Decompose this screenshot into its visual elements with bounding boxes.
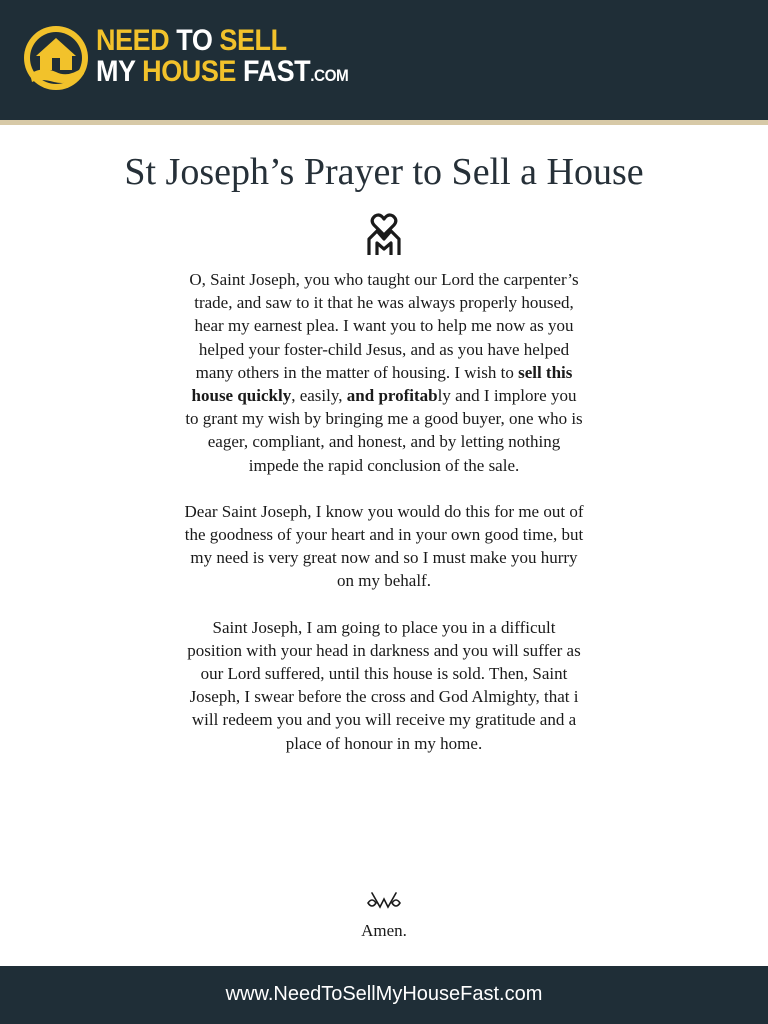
logo-word-com: .COM [310, 66, 349, 85]
prayer-p1-text-end: ly and I implore you to grant my wish by bringing me a good buyer, one who is eager, compliant, and honest, and by letting nothing impede the rapid conclusion of the sale. [185, 386, 583, 475]
footer-bar [0, 966, 768, 1024]
logo-word-my: MY [96, 55, 143, 88]
prayer-p1-text: O, Saint Joseph, you who taught our Lord the carpenter’s trade, and saw to it that he was always properly housed, hear my earnest plea. I want you to help me now as you helped your foster-child Jesus, and as you have helped many others in the matter of housing. I wish to [189, 270, 579, 382]
st-joseph-monogram-icon [365, 213, 403, 257]
header-bar [0, 0, 768, 120]
logo-word-fast: FAST [242, 55, 311, 88]
header-divider [0, 120, 768, 125]
logo-word-need: NEED [96, 24, 177, 57]
footer-website-link[interactable]: www.NeedToSellMyHouseFast.com [225, 983, 543, 1005]
prayer-paragraph-2: Dear Saint Joseph, I know you would do this for me out of the goodness of your heart and in your own good time, but my need is very great now and so I must make you hurry on my behalf. [184, 501, 584, 591]
prayer-p1-text-mid: , easily, [291, 386, 347, 406]
prayer-p1-emphasis: sell this house quickly [191, 362, 573, 406]
prayer-text [184, 268, 584, 778]
site-logo[interactable] [22, 22, 376, 94]
logo-word-to: TO [176, 24, 220, 57]
flourish-ornament-icon [366, 889, 402, 911]
prayer-paragraph-3: Saint Joseph, I am going to place you in a difficult position with your head in darkness and you will suffer as our Lord suffered, until this house is sold. Then, Saint Joseph, I swear before the cross and God Almighty, that i will redeem you and you will receive my gratitude and a place of honour in my home. [187, 617, 581, 753]
logo-wordmark [96, 25, 348, 91]
logo-word-house: HOUSE [142, 55, 243, 88]
prayer-paragraph-1 [184, 268, 584, 477]
prayer-p1-emphasis-2: and profitab [346, 386, 438, 406]
logo-word-sell: SELL [219, 24, 287, 57]
house-in-hand-icon [22, 22, 90, 94]
amen-text: Amen. [361, 921, 407, 940]
page-title: St Joseph’s Prayer to Sell a House [124, 151, 644, 193]
